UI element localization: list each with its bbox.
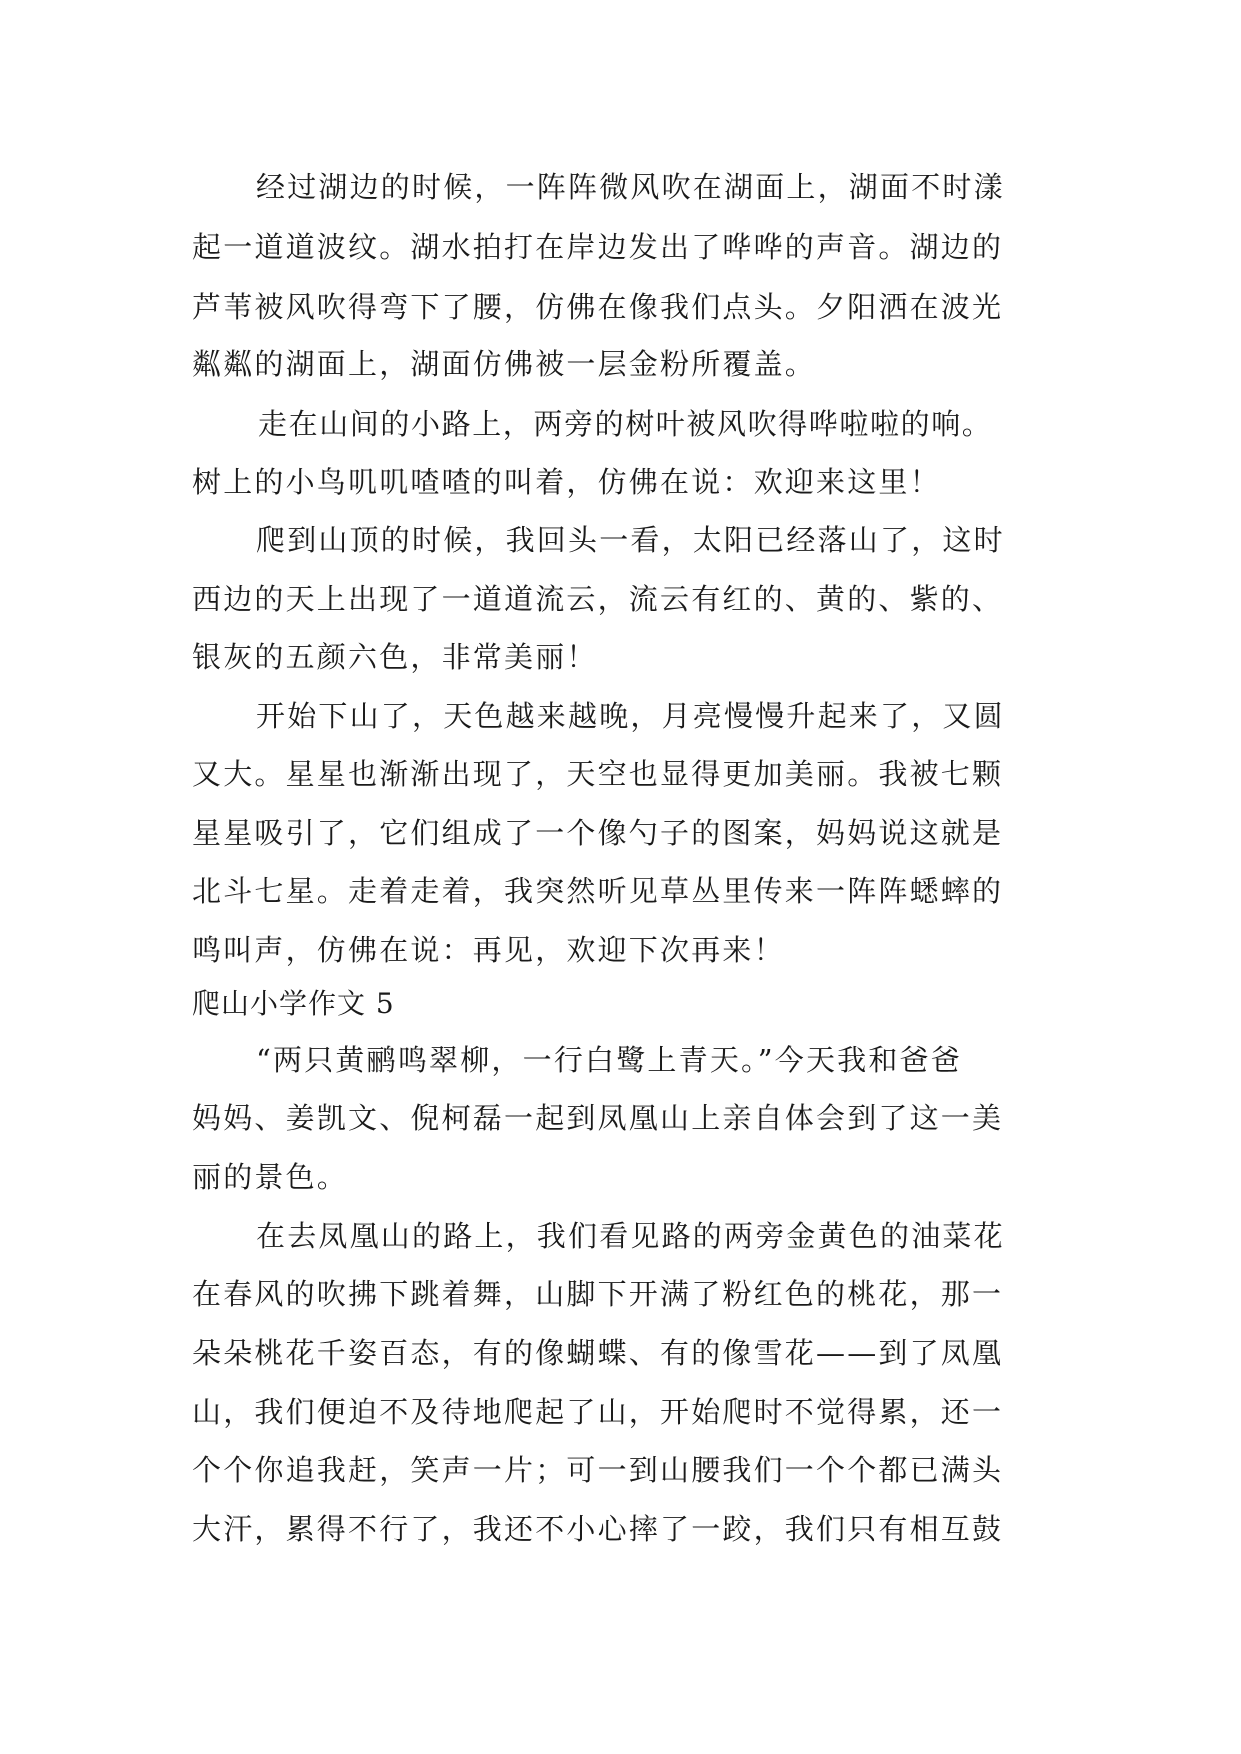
paragraph-line: 爬到山顶的时候，我回头一看，太阳已经落山了，这时 <box>256 523 1005 557</box>
paragraph-line: 树上的小鸟叽叽喳喳的叫着，仿佛在说：欢迎来这里！ <box>192 465 941 499</box>
paragraph-line: 个个你追我赶，笑声一片；可一到山腰我们一个个都已满头 <box>192 1453 1004 1487</box>
paragraph-line: 西边的天上出现了一道道流云，流云有红的、黄的、紫的、 <box>192 582 1004 616</box>
paragraph-line: 银灰的五颜六色，非常美丽！ <box>192 640 598 674</box>
paragraph-line: 星星吸引了，它们组成了一个像勺子的图案，妈妈说这就是 <box>192 816 1004 850</box>
paragraph-line: 大汗，累得不行了，我还不小心摔了一跤，我们只有相互鼓 <box>192 1512 1004 1546</box>
section-title: 爬山小学作文 5 <box>192 987 395 1020</box>
paragraph-line: 妈妈、姜凯文、倪柯磊一起到凤凰山上亲自体会到了这一美 <box>192 1101 1004 1135</box>
paragraph-line: 走在山间的小路上，两旁的树叶被风吹得哗啦啦的响。 <box>258 407 993 441</box>
paragraph-line: 开始下山了，天色越来越晚，月亮慢慢升起来了，又圆 <box>256 699 1005 733</box>
paragraph-line: 山，我们便迫不及待地爬起了山，开始爬时不觉得累，还一 <box>192 1395 1004 1429</box>
paragraph-line: 北斗七星。走着走着，我突然听见草丛里传来一阵阵蟋蟀的 <box>192 874 1004 908</box>
paragraph-line: 在春风的吹拂下跳着舞，山脚下开满了粉红色的桃花，那一 <box>192 1277 1004 1311</box>
paragraph-line: 芦苇被风吹得弯下了腰，仿佛在像我们点头。夕阳洒在波光 <box>192 290 1004 324</box>
paragraph-line: 在去凤凰山的路上，我们看见路的两旁金黄色的油菜花 <box>256 1219 1005 1253</box>
paragraph-line: 经过湖边的时候，一阵阵微风吹在湖面上，湖面不时漾 <box>256 170 1005 204</box>
paragraph-line: 朵朵桃花千姿百态，有的像蝴蝶、有的像雪花——到了凤凰 <box>192 1336 1004 1370</box>
paragraph-line: 起一道道波纹。湖水拍打在岸边发出了哗哗的声音。湖边的 <box>192 230 1004 264</box>
paragraph-line: 又大。星星也渐渐出现了，天空也显得更加美丽。我被七颗 <box>192 757 1004 791</box>
paragraph-line: 粼粼的湖面上，湖面仿佛被一层金粉所覆盖。 <box>192 347 817 381</box>
paragraph-line: 鸣叫声，仿佛在说：再见，欢迎下次再来！ <box>192 933 785 967</box>
paragraph-line: 丽的景色。 <box>192 1160 349 1194</box>
paragraph-line: “两只黄鹂鸣翠柳，一行白鹭上青天。”今天我和爸爸 <box>256 1043 962 1077</box>
